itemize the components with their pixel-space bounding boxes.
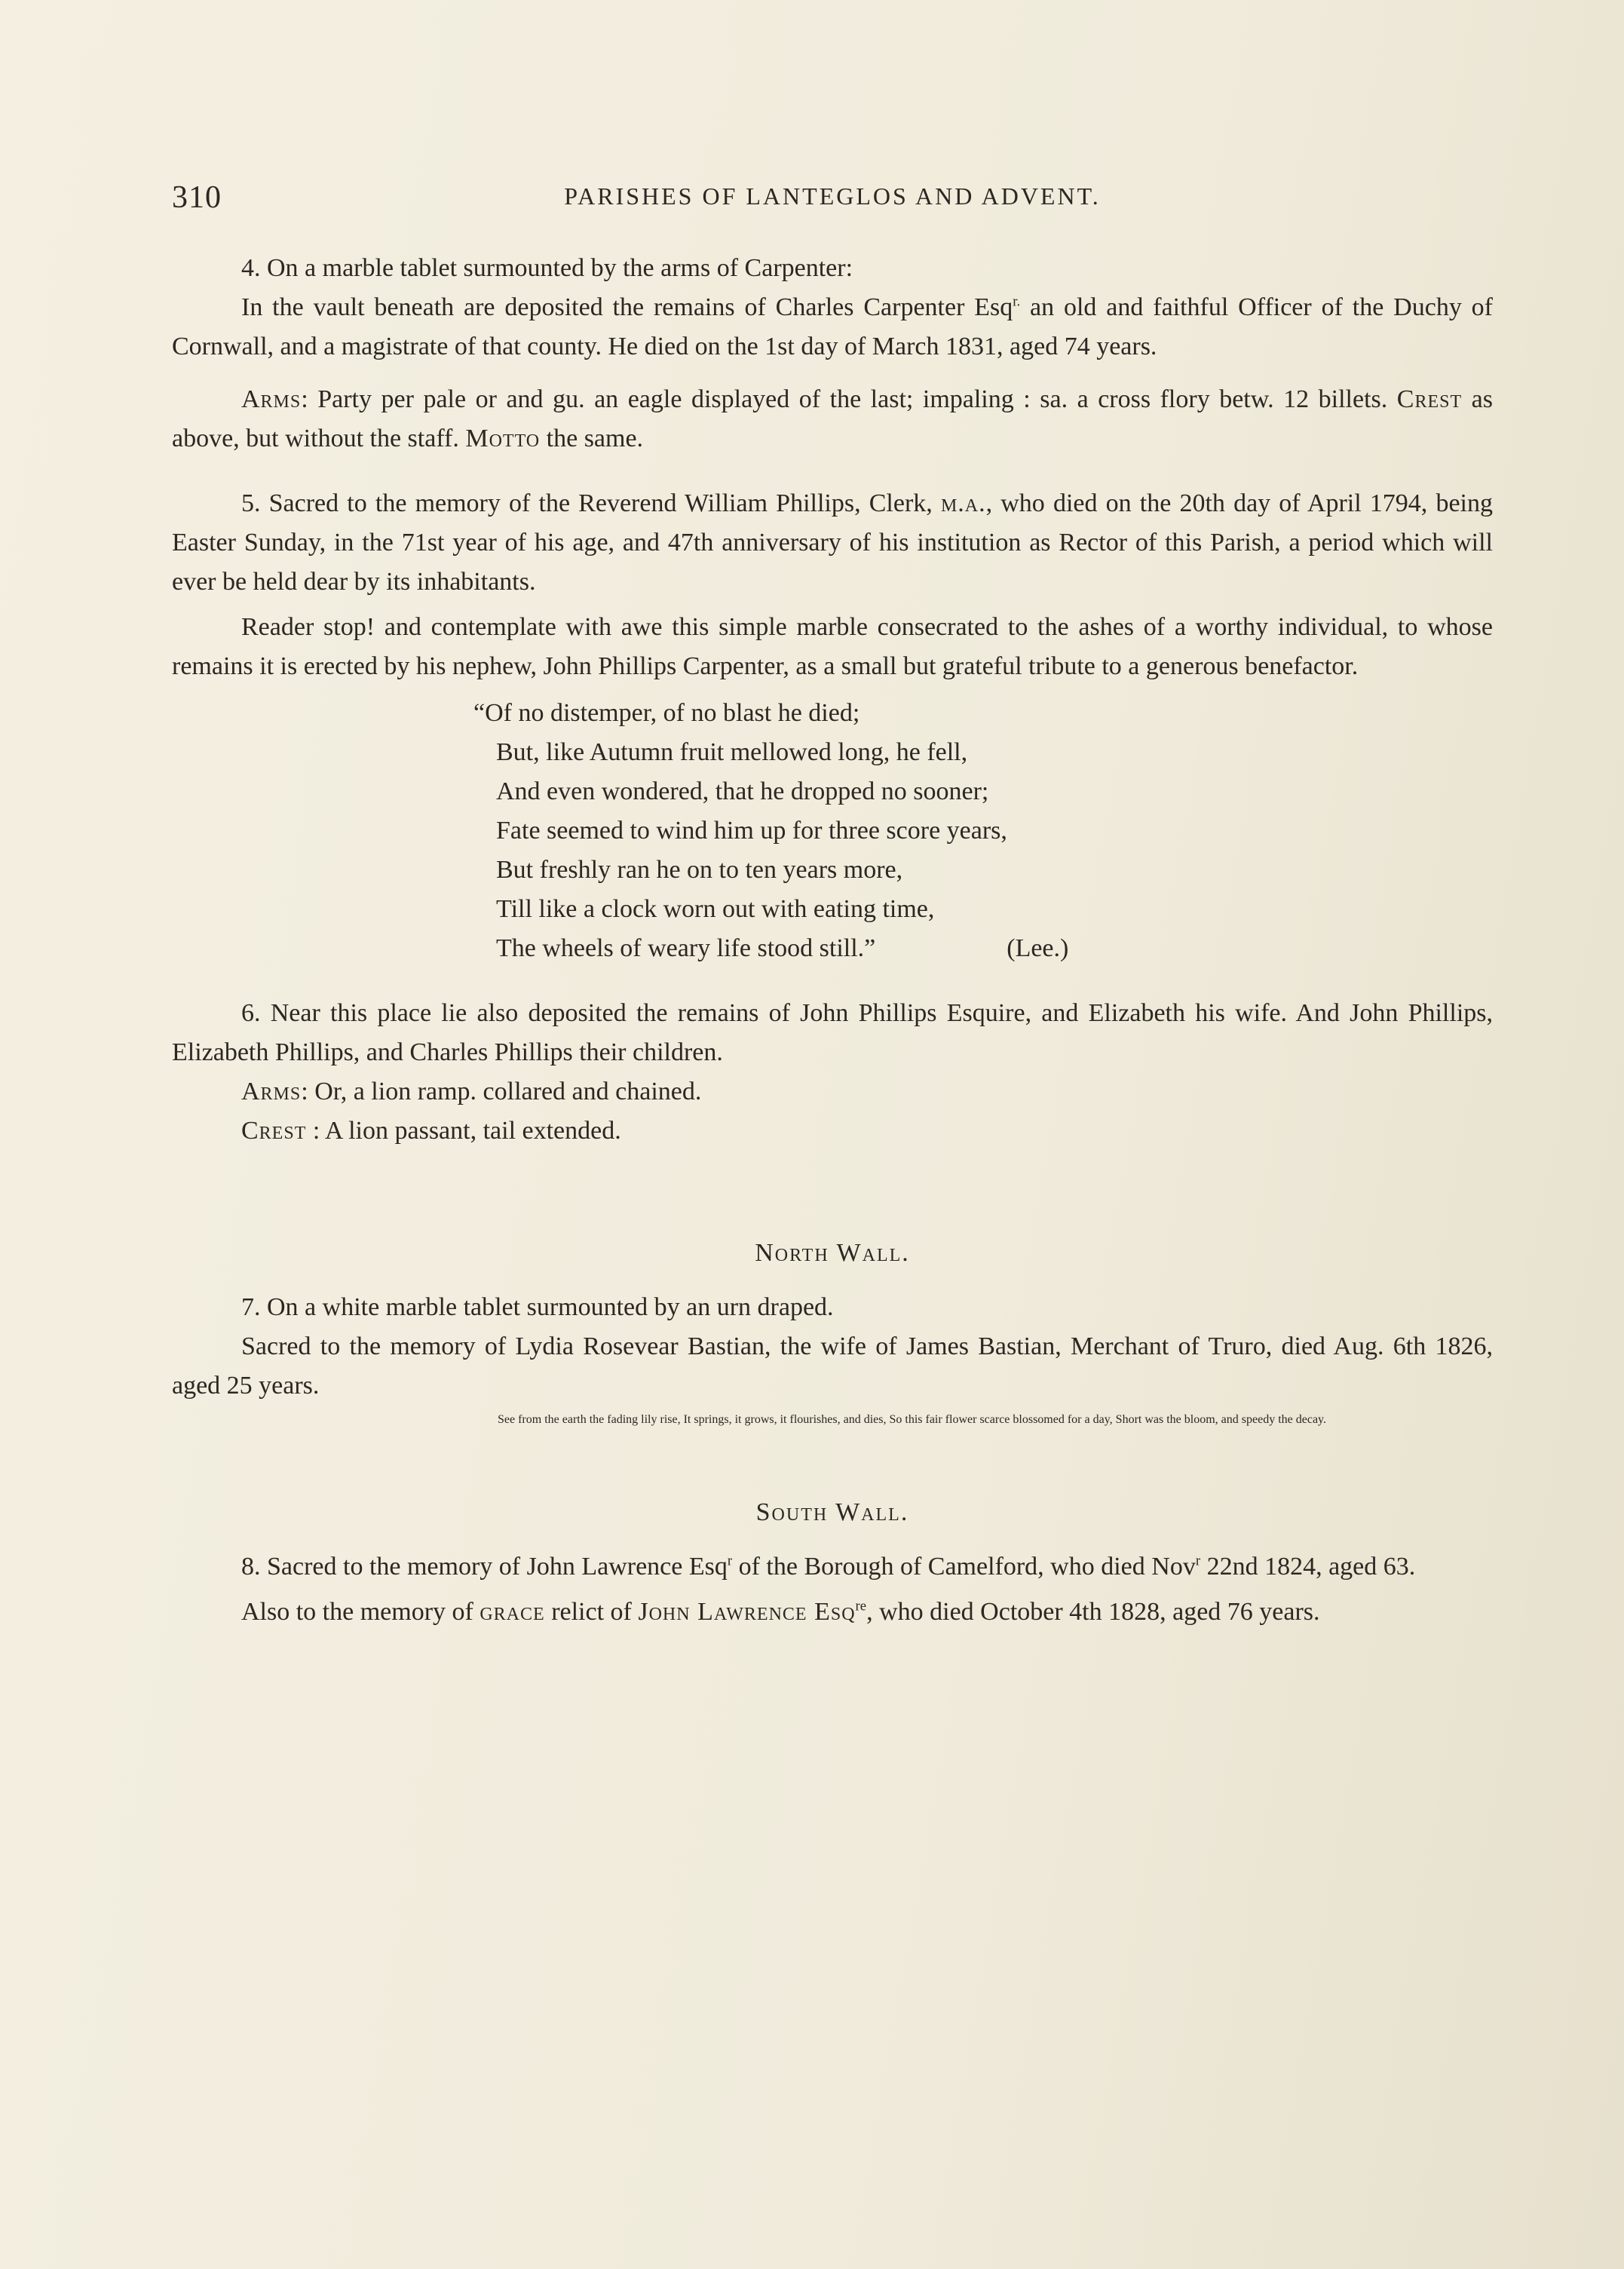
crest-text: : A lion passant, tail extended. xyxy=(306,1117,621,1145)
running-title: PARISHES OF LANTEGLOS AND ADVENT. xyxy=(564,182,1101,210)
verse-line: So this fair flower scarce blossomed for a day, xyxy=(889,1413,1113,1426)
verse-line: But freshly ran he on to ten years more, xyxy=(496,856,903,884)
motto-label: Motto xyxy=(465,425,541,452)
entry-5-intro-text: 5. Sacred to the memory of the Reverend William Phillips, Clerk, xyxy=(241,489,941,517)
abbrev-superscript: re xyxy=(855,1598,867,1614)
verse-line: Fate seemed to wind him up for three score years, xyxy=(496,817,1007,845)
entry-5-intro-rest: , who died on the 20th day of April 1794, being Easter Sunday, in the 71st year of his age, and 47th anniversary of his institution as Rector of this Parish, a period which will ever be held dear by its inhabitants. xyxy=(172,489,1493,596)
also-text-b: relict of xyxy=(544,1598,639,1626)
also-text-a: Also to the memory of xyxy=(241,1598,480,1626)
entry-6-text: 6. Near this place lie also deposited the remains of John Phillips Esquire, and Elizabeth his wife. And John Phillips, Elizabeth Phillips, and Charles Phillips their children. xyxy=(172,999,1493,1066)
esq-abbrev: Esq xyxy=(807,1598,856,1626)
entry-4-inscription xyxy=(172,288,1493,366)
entry-5-intro xyxy=(172,484,1493,602)
entry-8-also xyxy=(172,1593,1493,1632)
degree: m.a. xyxy=(940,489,986,517)
entry-5-verse xyxy=(473,694,1493,968)
entry-8-text-b: of the Borough of Camelford, who died Nov xyxy=(732,1553,1196,1581)
crest-label: Crest xyxy=(1396,385,1463,413)
abbrev-superscript: r xyxy=(727,1553,733,1569)
entry-8-text-a: 8. Sacred to the memory of John Lawrence Esq xyxy=(241,1553,728,1581)
abbrev-superscript: r xyxy=(1195,1553,1201,1569)
abbrev-superscript: r. xyxy=(1013,293,1021,310)
verse-line-text: The wheels of weary life stood still.” xyxy=(496,934,876,962)
entry-6-crest xyxy=(172,1112,1493,1151)
entry-7-text: Sacred to the memory of Lydia Rosevear Bastian, the wife of James Bastian, Merchant of Truro, died Aug. 6th 1826, aged 25 years. xyxy=(172,1332,1493,1400)
entry-8-text-c: 22nd 1824, aged 63. xyxy=(1200,1553,1416,1581)
entry-4-intro: 4. On a marble tablet surmounted by the arms of Carpenter: xyxy=(241,254,853,282)
verse-line: “Of no distemper, of no blast he died; xyxy=(473,699,860,727)
page-number: 310 xyxy=(172,180,222,215)
name-grace: grace xyxy=(480,1598,545,1626)
verse-line: See from the earth the fading lily rise, xyxy=(498,1413,681,1426)
verse-attribution: (Lee.) xyxy=(1007,934,1069,962)
also-text-c: , who died October 4th 1828, aged 76 years. xyxy=(866,1598,1320,1626)
entry-7-verse xyxy=(498,1413,1493,1427)
entry-5-reader: Reader stop! and contemplate with awe this simple marble consecrated to the ashes of a worthy individual, to whose remains it is erected by his nephew, John Phillips Carpenter, as a small but grateful tribute to a generous benefactor. xyxy=(172,613,1493,680)
entry-4-inscription-rest: an old and faithful Officer of the Duchy of Cornwall, and a magistrate of that county. He died on the 1st day of March 1831, aged 74 years. xyxy=(172,293,1494,360)
entry-6-arms xyxy=(172,1072,1493,1112)
verse-line: But, like Autumn fruit mellowed long, he fell, xyxy=(496,738,968,766)
page-body xyxy=(172,249,1493,1632)
north-wall-heading: North Wall. xyxy=(755,1239,910,1267)
arms-text: : Party per pale or and gu. an eagle displayed of the last; impaling : sa. a cross flory betw. 12 billets. xyxy=(301,385,1397,413)
entry-7-intro: 7. On a white marble tablet surmounted by an urn draped. xyxy=(241,1293,834,1321)
arms-label: Arms xyxy=(241,385,302,413)
south-wall-heading: South Wall. xyxy=(755,1498,909,1526)
verse-line: It springs, it grows, it flourishes, and dies, xyxy=(683,1413,887,1426)
verse-line: Short was the bloom, and speedy the decay. xyxy=(1115,1413,1327,1426)
crest-text: as above, but without the staff. xyxy=(172,385,1494,452)
entry-4-heraldry xyxy=(172,380,1493,458)
motto-text: the same. xyxy=(540,425,644,452)
entry-8-text xyxy=(172,1547,1493,1587)
entry-4-inscription-text: In the vault beneath are deposited the remains of Charles Carpenter Esq xyxy=(241,293,1013,321)
verse-line-last xyxy=(496,929,1493,968)
running-header xyxy=(172,179,1493,225)
crest-label: Crest xyxy=(241,1117,307,1145)
arms-text: : Or, a lion ramp. collared and chained. xyxy=(301,1078,702,1105)
arms-label: Arms xyxy=(241,1078,302,1105)
name-john-lawrence: John Lawrence xyxy=(638,1598,807,1626)
verse-line: And even wondered, that he dropped no sooner; xyxy=(496,777,989,805)
verse-line: Till like a clock worn out with eating time, xyxy=(496,895,935,923)
